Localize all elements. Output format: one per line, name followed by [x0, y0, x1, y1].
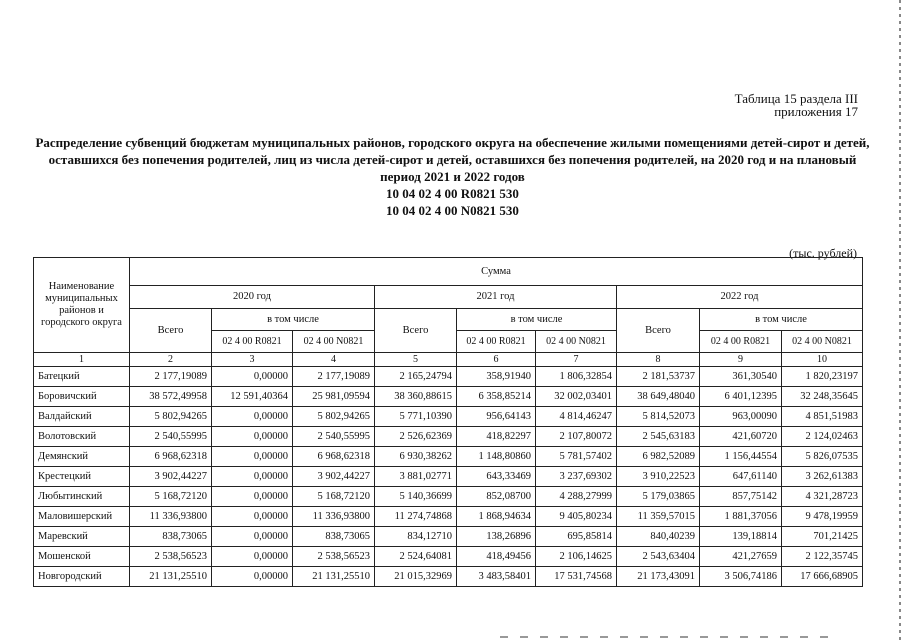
col-header-name: Наименование муниципальных районов и городского округа — [34, 258, 130, 353]
amount-cell: 0,00000 — [212, 467, 293, 487]
amount-cell: 25 981,09594 — [293, 387, 375, 407]
amount-cell: 6 930,38262 — [375, 447, 457, 467]
amount-cell: 0,00000 — [212, 527, 293, 547]
district-name: Волотовский — [34, 427, 130, 447]
amount-cell: 4 288,27999 — [536, 487, 617, 507]
district-name: Маловишерский — [34, 507, 130, 527]
amount-cell: 3 506,74186 — [700, 567, 782, 587]
amount-cell: 3 902,44227 — [130, 467, 212, 487]
amount-cell: 6 358,85214 — [457, 387, 536, 407]
amount-cell: 2 526,62369 — [375, 427, 457, 447]
amount-cell: 3 881,02771 — [375, 467, 457, 487]
budget-code-1: 10 04 02 4 00 R0821 530 — [386, 186, 519, 201]
amount-cell: 0,00000 — [212, 487, 293, 507]
district-name: Крестецкий — [34, 467, 130, 487]
table-row — [34, 507, 863, 527]
amount-cell: 0,00000 — [212, 567, 293, 587]
column-number: 8 — [617, 353, 700, 367]
amount-cell: 0,00000 — [212, 407, 293, 427]
amount-cell: 21 173,43091 — [617, 567, 700, 587]
amount-cell: 2 543,63404 — [617, 547, 700, 567]
amount-cell: 32 248,35645 — [782, 387, 863, 407]
amount-cell: 138,26896 — [457, 527, 536, 547]
table-row — [34, 387, 863, 407]
table-row — [34, 427, 863, 447]
amount-cell: 4 321,28723 — [782, 487, 863, 507]
amount-cell: 38 360,88615 — [375, 387, 457, 407]
amount-cell: 1 820,23197 — [782, 367, 863, 387]
table-ref-line2: приложения 17 — [774, 104, 858, 119]
amount-cell: 6 401,12395 — [700, 387, 782, 407]
amount-cell: 1 156,44554 — [700, 447, 782, 467]
amount-cell: 3 237,69302 — [536, 467, 617, 487]
amount-cell: 695,85814 — [536, 527, 617, 547]
amount-cell: 3 262,61383 — [782, 467, 863, 487]
year-header-2020: 2020 год — [130, 286, 375, 309]
amount-cell: 2 540,55995 — [130, 427, 212, 447]
amount-cell: 361,30540 — [700, 367, 782, 387]
column-number: 7 — [536, 353, 617, 367]
amount-cell: 2 106,14625 — [536, 547, 617, 567]
column-number: 5 — [375, 353, 457, 367]
district-name: Батецкий — [34, 367, 130, 387]
amount-cell: 38 572,49958 — [130, 387, 212, 407]
amount-cell: 11 336,93800 — [130, 507, 212, 527]
amount-cell: 6 982,52089 — [617, 447, 700, 467]
page-edge — [899, 0, 901, 640]
district-name: Боровичский — [34, 387, 130, 407]
amount-cell: 1 148,80860 — [457, 447, 536, 467]
amount-cell: 38 649,48040 — [617, 387, 700, 407]
including-header-2020: в том числе — [212, 309, 375, 331]
column-number: 9 — [700, 353, 782, 367]
column-number: 6 — [457, 353, 536, 367]
amount-cell: 3 483,58401 — [457, 567, 536, 587]
table-row — [34, 407, 863, 427]
amount-cell: 838,73065 — [293, 527, 375, 547]
amount-cell: 2 124,02463 — [782, 427, 863, 447]
budget-code-2: 10 04 02 4 00 N0821 530 — [386, 203, 519, 218]
amount-cell: 9 405,80234 — [536, 507, 617, 527]
amount-cell: 21 015,32969 — [375, 567, 457, 587]
amount-cell: 418,82297 — [457, 427, 536, 447]
amount-cell: 963,00090 — [700, 407, 782, 427]
amount-cell: 4 851,51983 — [782, 407, 863, 427]
amount-cell: 1 806,32854 — [536, 367, 617, 387]
table-ref-line1: Таблица 15 раздела III — [734, 91, 858, 106]
amount-cell: 2 165,24794 — [375, 367, 457, 387]
amount-cell: 3 910,22523 — [617, 467, 700, 487]
amount-cell: 0,00000 — [212, 427, 293, 447]
total-header-2020: Всего — [130, 309, 212, 353]
amount-cell: 21 131,25510 — [293, 567, 375, 587]
table-row — [34, 447, 863, 467]
amount-cell: 5 802,94265 — [130, 407, 212, 427]
amount-cell: 2 177,19089 — [130, 367, 212, 387]
amount-cell: 5 814,52073 — [617, 407, 700, 427]
amount-cell: 9 478,19959 — [782, 507, 863, 527]
amount-cell: 11 274,74868 — [375, 507, 457, 527]
amount-cell: 3 902,44227 — [293, 467, 375, 487]
district-name: Валдайский — [34, 407, 130, 427]
column-number: 2 — [130, 353, 212, 367]
amount-cell: 6 968,62318 — [293, 447, 375, 467]
column-number-row — [34, 353, 863, 367]
amount-cell: 418,49456 — [457, 547, 536, 567]
amount-cell: 647,61140 — [700, 467, 782, 487]
code-header: 02 4 00 N0821 — [536, 331, 617, 353]
amount-cell: 834,12710 — [375, 527, 457, 547]
amount-cell: 11 359,57015 — [617, 507, 700, 527]
subvention-table — [33, 257, 863, 587]
amount-cell: 857,75142 — [700, 487, 782, 507]
code-header: 02 4 00 N0821 — [782, 331, 863, 353]
amount-cell: 5 140,36699 — [375, 487, 457, 507]
amount-cell: 17 666,68905 — [782, 567, 863, 587]
amount-cell: 2 181,53737 — [617, 367, 700, 387]
amount-cell: 5 771,10390 — [375, 407, 457, 427]
code-header: 02 4 00 R0821 — [212, 331, 293, 353]
amount-cell: 840,40239 — [617, 527, 700, 547]
amount-cell: 701,21425 — [782, 527, 863, 547]
table-row — [34, 527, 863, 547]
amount-cell: 2 177,19089 — [293, 367, 375, 387]
amount-cell: 852,08700 — [457, 487, 536, 507]
district-name: Мошенской — [34, 547, 130, 567]
code-header: 02 4 00 N0821 — [293, 331, 375, 353]
total-header-2021: Всего — [375, 309, 457, 353]
amount-cell: 4 814,46247 — [536, 407, 617, 427]
amount-cell: 17 531,74568 — [536, 567, 617, 587]
amount-cell: 5 826,07535 — [782, 447, 863, 467]
district-name: Любытинский — [34, 487, 130, 507]
amount-cell: 12 591,40364 — [212, 387, 293, 407]
amount-cell: 1 881,37056 — [700, 507, 782, 527]
district-name: Демянский — [34, 447, 130, 467]
amount-cell: 2 538,56523 — [130, 547, 212, 567]
table-row — [34, 487, 863, 507]
including-header-2021: в том числе — [457, 309, 617, 331]
amount-cell: 139,18814 — [700, 527, 782, 547]
code-header: 02 4 00 R0821 — [457, 331, 536, 353]
table-row — [34, 547, 863, 567]
table-row — [34, 367, 863, 387]
scan-artifact — [500, 636, 840, 638]
units-label: (тыс. рублей) — [789, 246, 857, 260]
amount-cell: 0,00000 — [212, 547, 293, 567]
col-header-sum: Сумма — [130, 258, 863, 286]
year-header-2021: 2021 год — [375, 286, 617, 309]
amount-cell: 2 122,35745 — [782, 547, 863, 567]
amount-cell: 838,73065 — [130, 527, 212, 547]
amount-cell: 5 802,94265 — [293, 407, 375, 427]
amount-cell: 6 968,62318 — [130, 447, 212, 467]
amount-cell: 0,00000 — [212, 507, 293, 527]
amount-cell: 2 107,80072 — [536, 427, 617, 447]
amount-cell: 5 168,72120 — [130, 487, 212, 507]
district-name: Маревский — [34, 527, 130, 547]
amount-cell: 5 781,57402 — [536, 447, 617, 467]
amount-cell: 2 545,63183 — [617, 427, 700, 447]
column-number: 1 — [34, 353, 130, 367]
amount-cell: 2 524,64081 — [375, 547, 457, 567]
amount-cell: 643,33469 — [457, 467, 536, 487]
amount-cell: 421,60720 — [700, 427, 782, 447]
title-text: Распределение субвенций бюджетам муниципальных районов, городского округа на обеспечение жилыми помещениями детей-сирот и детей, оставшихся без попечения родителей, лиц из числа детей-сирот и детей, оставшихся без попечения родителей, на 2020 год и на плановый период 2021 и 2022 годов — [35, 135, 870, 184]
column-number: 4 — [293, 353, 375, 367]
code-header: 02 4 00 R0821 — [700, 331, 782, 353]
column-number: 10 — [782, 353, 863, 367]
including-header-2022: в том числе — [700, 309, 863, 331]
amount-cell: 5 168,72120 — [293, 487, 375, 507]
year-header-2022: 2022 год — [617, 286, 863, 309]
amount-cell: 956,64143 — [457, 407, 536, 427]
amount-cell: 358,91940 — [457, 367, 536, 387]
amount-cell: 5 179,03865 — [617, 487, 700, 507]
amount-cell: 1 868,94634 — [457, 507, 536, 527]
table-row — [34, 567, 863, 587]
amount-cell: 32 002,03401 — [536, 387, 617, 407]
amount-cell: 0,00000 — [212, 447, 293, 467]
amount-cell: 11 336,93800 — [293, 507, 375, 527]
table-reference — [658, 92, 858, 118]
amount-cell: 2 540,55995 — [293, 427, 375, 447]
total-header-2022: Всего — [617, 309, 700, 353]
amount-cell: 2 538,56523 — [293, 547, 375, 567]
document-title — [30, 134, 875, 219]
amount-cell: 421,27659 — [700, 547, 782, 567]
table-row — [34, 467, 863, 487]
district-name: Новгородский — [34, 567, 130, 587]
column-number: 3 — [212, 353, 293, 367]
amount-cell: 21 131,25510 — [130, 567, 212, 587]
amount-cell: 0,00000 — [212, 367, 293, 387]
